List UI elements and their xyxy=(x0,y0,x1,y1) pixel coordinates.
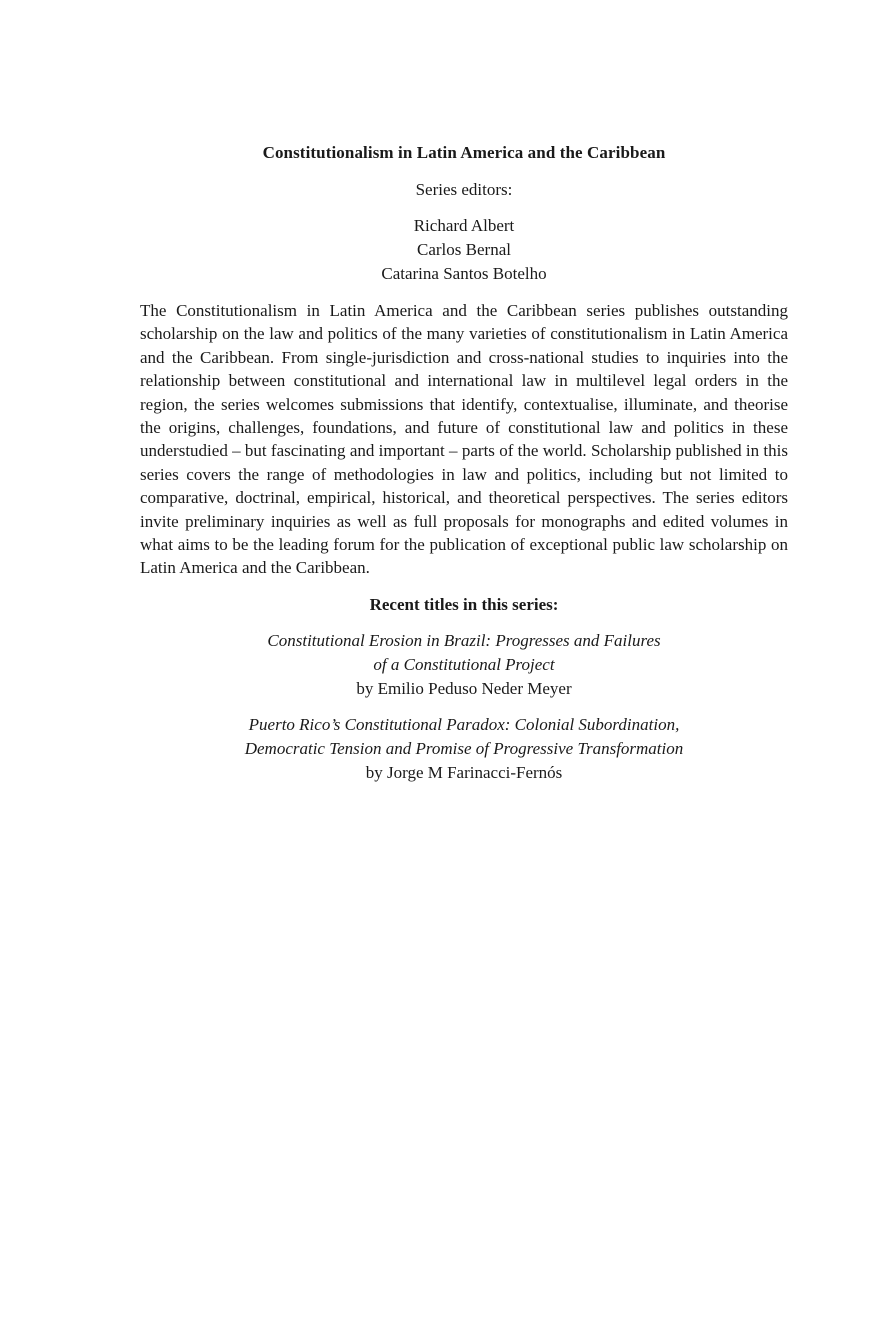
recent-title-entry xyxy=(140,713,788,785)
book-title-line: Constitutional Erosion in Brazil: Progresses and Failures xyxy=(267,630,661,650)
series-editor: Carlos Bernal xyxy=(417,240,511,259)
book-title-line: Puerto Rico’s Constitutional Paradox: Colonial Subordination, xyxy=(248,714,680,734)
recent-titles-heading: Recent titles in this series: xyxy=(369,594,559,614)
book-author: by Emilio Peduso Neder Meyer xyxy=(356,678,572,698)
recent-title-entry xyxy=(140,629,788,701)
book-title-line: of a Constitutional Project xyxy=(373,654,555,674)
book-author: by Jorge M Farinacci-Fernós xyxy=(365,762,563,782)
book-title-line: Democratic Tension and Promise of Progressive Transformation xyxy=(244,738,684,758)
series-editor: Catarina Santos Botelho xyxy=(381,264,547,283)
series-editor: Richard Albert xyxy=(413,216,515,235)
series-editors-list xyxy=(140,214,788,286)
series-editors-heading: Series editors: xyxy=(415,180,513,199)
series-description: The Constitutionalism in Latin America and the Caribbean series publishes outstanding scholarship on the law and politics of the many varieties of constitutionalism in Latin America and the Caribbean. From single-jurisdiction and cross-national studies to inquiries into the relationship between constitutional and international law in multilevel legal orders in the region, the series welcomes submissions that identify, contextualise, illuminate, and theorise the origins, challenges, foundations, and future of constitutional law and politics in these understudied – but fascinating and important – parts of the world. Scholarship published in this series covers the range of methodologies in law and politics, including but not limited to comparative, doctrinal, empirical, historical, and theoretical perspectives. The series editors invite preliminary inquiries as well as full proposals for monographs and edited volumes in what aims to be the leading forum for the publication of exceptional public law scholarship on Latin America and the Caribbean. xyxy=(140,301,788,578)
series-page xyxy=(140,141,788,797)
series-title: Constitutionalism in Latin America and the Caribbean xyxy=(262,143,666,162)
